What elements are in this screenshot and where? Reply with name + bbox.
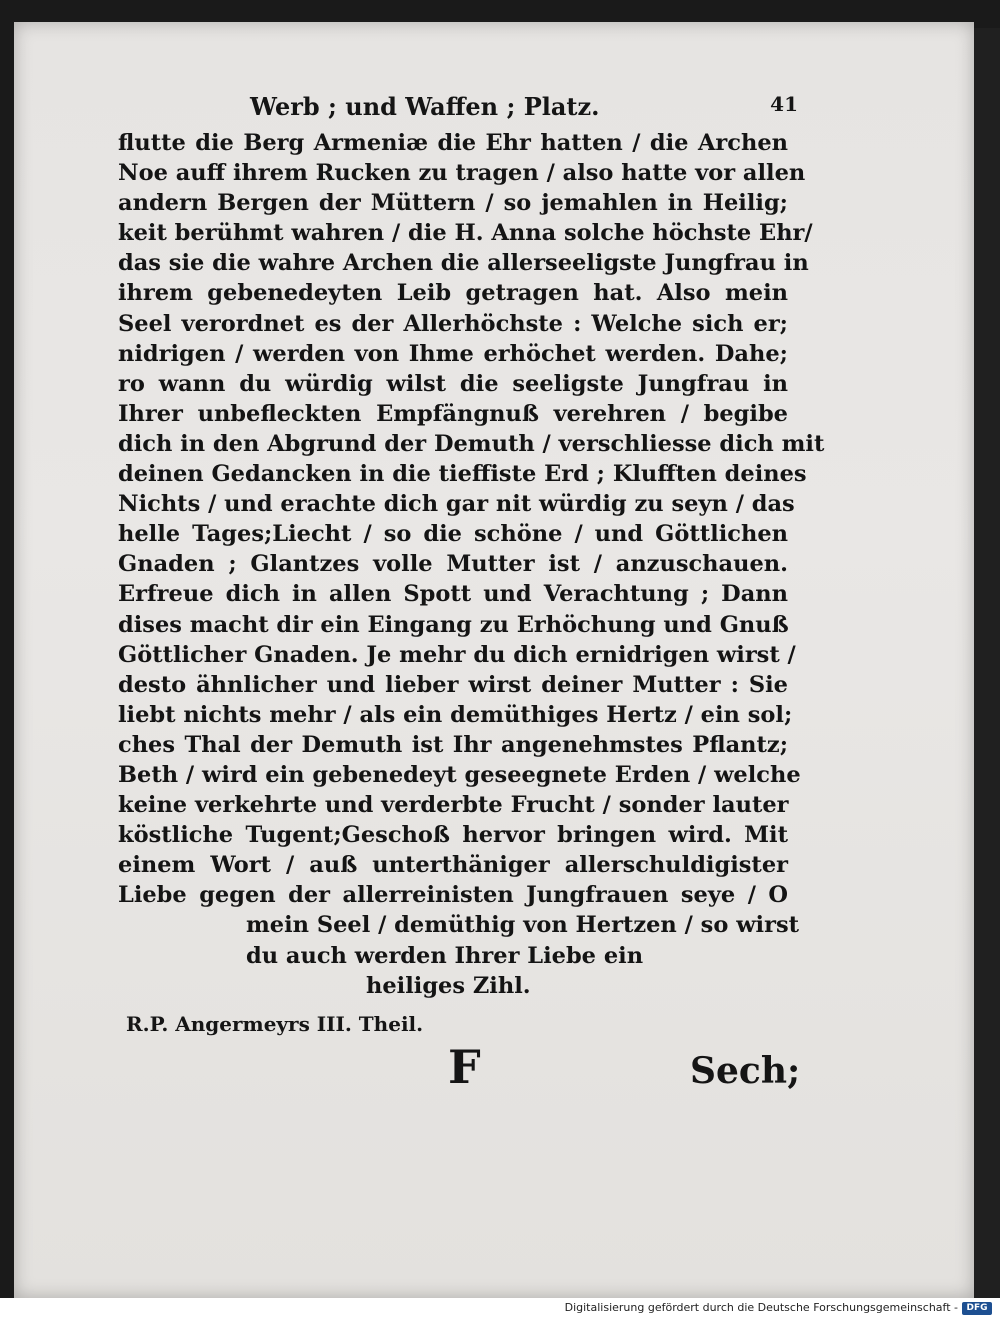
credit-bar <box>0 1298 1000 1319</box>
text-line: dich in den Abgrund der Demuth / verschliesse dich mit <box>118 430 825 457</box>
text-line: Seel verordnet es der Allerhöchste : Welche sich er; <box>118 310 788 337</box>
text-line: deinen Gedancken in die tieffiste Erd ; Klufften deines <box>118 461 807 488</box>
catchword: Sech; <box>690 1050 801 1092</box>
text-line: einem Wort / auß unterthäniger allerschuldigister <box>118 852 788 879</box>
text-line: keine verkehrte und verderbte Frucht / sonder lauter <box>118 792 789 819</box>
text-line: liebt nichts mehr / als ein demüthiges Hertz / ein sol; <box>118 701 793 728</box>
text-line: helle Tages;Liecht / so die schöne / und Göttlichen <box>118 521 788 548</box>
text-line: flutte die Berg Armeniæ die Ehr hatten / die Archen <box>118 130 788 156</box>
dfg-logo-icon: DFG <box>962 1302 992 1315</box>
closing-line: mein Seel / demüthig von Hertzen / so wirst <box>246 912 800 939</box>
text-line: keit berühmt wahren / die H. Anna solche höchste Ehr/ <box>118 220 813 247</box>
text-line: Gnaden ; Glantzes volle Mutter ist / anzuschauen. <box>118 551 788 578</box>
text-line: Liebe gegen der allerreinisten Jungfrauen seye / O <box>118 882 788 909</box>
text-line: Erfreue dich in allen Spott und Verachtung ; Dann <box>118 581 788 608</box>
text-line: Beth / wird ein gebenedeyt geseegnete Erden / welche <box>118 761 801 788</box>
signature-mark: F <box>448 1040 481 1094</box>
page-edge <box>974 28 1000 1298</box>
text-line: ches Thal der Demuth ist Ihr angenehmstes Pflantz; <box>118 731 788 758</box>
text-line: das sie die wahre Archen die allerseeligste Jungfrau in <box>118 250 809 277</box>
text-line: Ihrer unbefleckten Empfängnuß verehren / begibe <box>118 400 788 427</box>
text-line: ihrem gebenedeyten Leib getragen hat. Also mein <box>118 280 788 307</box>
text-line: andern Bergen der Müttern / so jemahlen in Heilig; <box>118 190 788 217</box>
text-line: Noe auff ihrem Rucken zu tragen / also hatte vor allen <box>118 160 806 187</box>
text-line: nidrigen / werden von Ihme erhöchet werden. Dahe; <box>118 340 788 367</box>
text-line: Nichts / und erachte dich gar nit würdig zu seyn / das <box>118 491 795 518</box>
text-line: köstliche Tugent;Geschoß hervor bringen wird. Mit <box>118 822 788 849</box>
text-line: ro wann du würdig wilst die seeligste Jungfrau in <box>118 370 788 397</box>
closing-line: heiliges Zihl. <box>366 972 531 999</box>
text-line: Göttlicher Gnaden. Je mehr du dich ernidrigen wirst / <box>118 641 796 668</box>
body-text <box>118 128 825 1001</box>
page-number: 41 <box>770 92 798 116</box>
text-line: desto ähnlicher und lieber wirst deiner Mutter : Sie <box>118 671 788 698</box>
credit-text: Digitalisierung gefördert durch die Deutsche Forschungsgemeinschaft - <box>564 1301 958 1314</box>
running-head <box>250 92 798 124</box>
text-line: dises macht dir ein Eingang zu Erhöchung und Gnuß <box>118 611 789 638</box>
running-head-title: Werb ; und Waffen ; Platz. <box>250 92 600 121</box>
closing-line: du auch werden Ihrer Liebe ein <box>246 942 644 969</box>
signature-line: R.P. Angermeyrs III. Theil. <box>126 1012 424 1036</box>
